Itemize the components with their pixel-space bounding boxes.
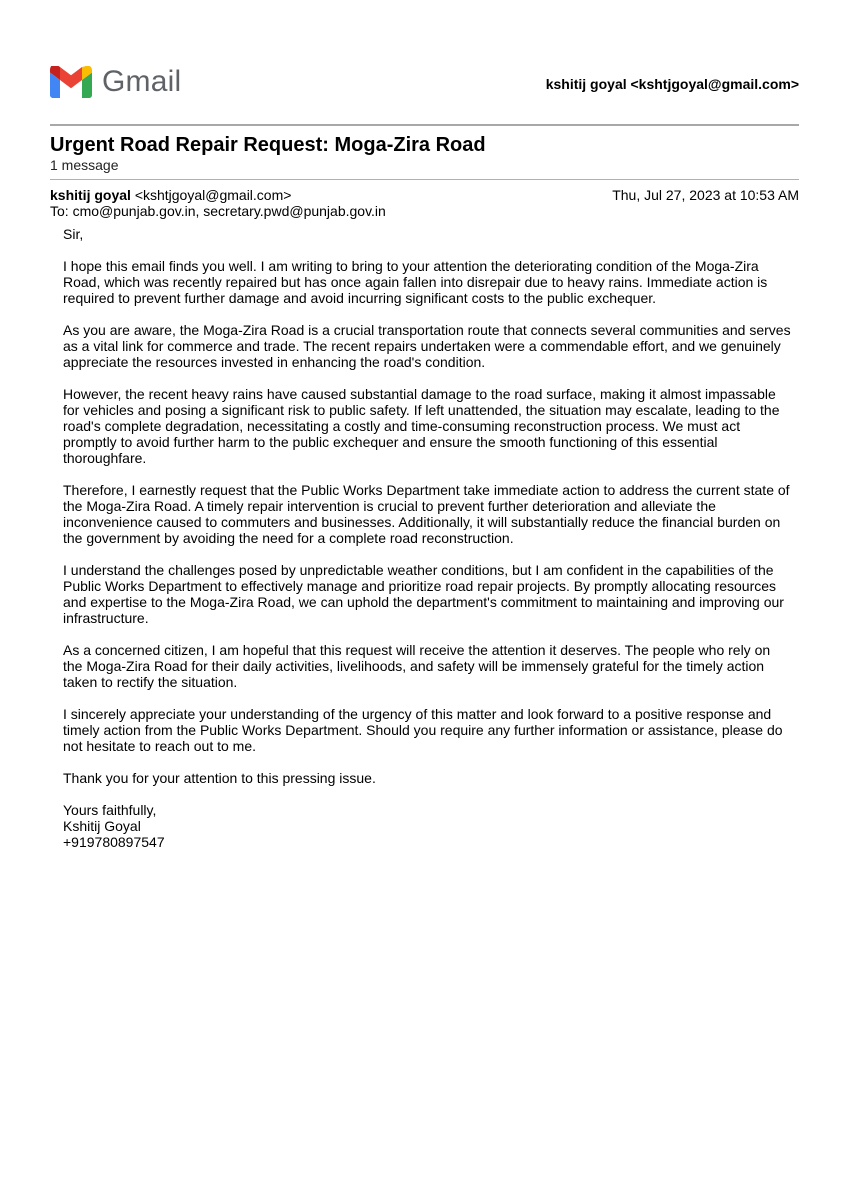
- signature-name: Kshitij Goyal: [63, 818, 141, 834]
- body-paragraph: Thank you for your attention to this pressing issue.: [63, 770, 376, 786]
- body-paragraph: As you are aware, the Moga-Zira Road is a crucial transportation route that connects several communities and serves as a vital link for commerce and trade. The recent repairs undertaken were a commendable effort, and we genuinely appreciate the resources invested in enhancing the road's condition.: [63, 322, 791, 370]
- account-identity: kshitij goyal <kshtjgoyal@gmail.com>: [545, 76, 799, 92]
- body-paragraph: Therefore, I earnestly request that the Public Works Department take immediate action to address the current state of the Moga-Zira Road. A timely repair intervention is crucial to prevent further deterioration and alleviate the inconvenience caused to commuters and businesses. Additionally, it will substantially reduce the financial burden on the government by avoiding the need for a complete road reconstruction.: [63, 482, 790, 546]
- body-paragraph: I hope this email finds you well. I am writing to bring to your attention the deteriorating condition of the Moga-Zira Road, which was recently repaired but has once again fallen into disrepair due to heavy rains. Immediate action is required to prevent further damage and avoid incurring significant costs to the public exchequer.: [63, 258, 768, 306]
- message-date: Thu, Jul 27, 2023 at 10:53 AM: [612, 187, 799, 203]
- body-paragraph: As a concerned citizen, I am hopeful that this request will receive the attention it deserves. The people who rely on the Moga-Zira Road for their daily activities, livelihoods, and safety will be immensely grateful for the timely action taken to rectify the situation.: [63, 642, 771, 690]
- thread-subject: Urgent Road Repair Request: Moga-Zira Road: [50, 134, 486, 156]
- greeting: Sir,: [63, 226, 84, 242]
- body-paragraph: I understand the challenges posed by unpredictable weather conditions, but I am confident in the capabilities of the Public Works Department to effectively manage and prioritize road repair projects. By promptly allocating resources and expertise to the Moga-Zira Road, we can uphold the department's commitment to maintaining and improving our infrastructure.: [63, 562, 784, 626]
- signature-closing: Yours faithfully,: [63, 802, 157, 818]
- print-header: [50, 0, 799, 124]
- signature: [63, 802, 792, 850]
- message-meta: [50, 180, 799, 219]
- gmail-wordmark: Gmail: [102, 65, 182, 98]
- message-count: 1 message: [50, 157, 119, 173]
- body-paragraph: However, the recent heavy rains have caused substantial damage to the road surface, making it almost impassable for vehicles and posing a significant risk to public safety. If left unattended, the situation may escalate, leading to the road's complete degradation, necessitating a costly and time-consuming reconstruction process. We must act promptly to avoid further harm to the public exchequer and ensure the smooth functioning of this essential thoroughfare.: [63, 386, 780, 466]
- gmail-logo: [50, 64, 181, 100]
- signature-phone: +919780897547: [63, 834, 165, 850]
- sender-name: kshitij goyal: [50, 187, 131, 203]
- body-paragraph: I sincerely appreciate your understanding of the urgency of this matter and look forward to a positive response and timely action from the Public Works Department. Should you require any further information or assistance, please do not hesitate to reach out to me.: [63, 706, 783, 754]
- thread-header: [50, 126, 799, 179]
- message-body: [50, 219, 792, 850]
- recipients-line: To: cmo@punjab.gov.in, secretary.pwd@punjab.gov.in: [50, 203, 386, 219]
- gmail-m-logo-icon: [50, 66, 92, 98]
- sender-email: <kshtjgoyal@gmail.com>: [134, 187, 292, 203]
- printed-email-page: [50, 0, 799, 850]
